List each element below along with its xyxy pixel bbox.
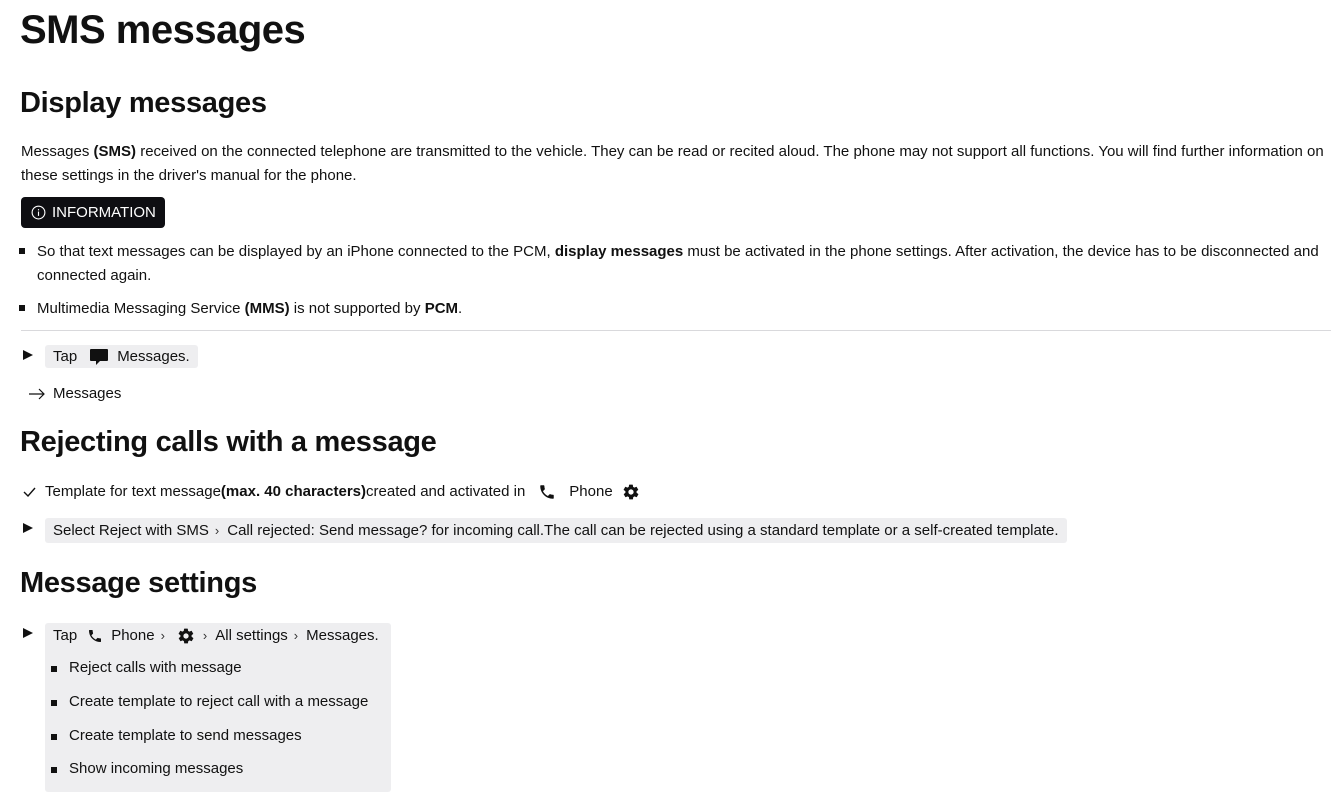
- text: .: [458, 300, 463, 317]
- page-title: SMS messages: [20, 8, 306, 52]
- instruction-step: [45, 345, 198, 368]
- arrow-right-icon: [28, 388, 46, 400]
- section-heading-message-settings: Message settings: [20, 567, 257, 599]
- list-item: Reject calls with message: [69, 659, 242, 676]
- bullet-marker: [51, 666, 57, 672]
- step-arrow-icon: [23, 628, 33, 638]
- chevron-right-icon: ›: [202, 628, 208, 643]
- messages-label[interactable]: Messages.: [306, 627, 379, 644]
- instruction-step: [45, 518, 1067, 543]
- list-item: Create template to send messages: [69, 727, 302, 744]
- text: So that text messages can be displayed by an iPhone connected to the PCM,: [37, 243, 555, 260]
- pcm-bold: PCM: [424, 300, 459, 317]
- bullet-marker: [51, 767, 57, 773]
- phone-icon[interactable]: [87, 628, 103, 644]
- display-messages-bold: display messages: [554, 243, 684, 260]
- bullet-marker: [19, 305, 25, 311]
- section-heading-rejecting-calls: Rejecting calls with a message: [20, 426, 437, 458]
- list-item: [37, 240, 1332, 288]
- step-arrow-icon: [23, 523, 33, 533]
- information-label: INFORMATION: [52, 204, 156, 221]
- tap-label: Tap: [53, 348, 78, 365]
- section-heading-display-messages: Display messages: [20, 87, 267, 119]
- text: connected again.: [37, 267, 152, 284]
- chevron-right-icon: ›: [160, 628, 165, 643]
- tap-label: Tap: [53, 627, 78, 644]
- chevron-right-icon: ›: [214, 523, 220, 538]
- settings-step-box: [45, 623, 391, 792]
- result-messages: Messages: [53, 385, 122, 402]
- list-item: Show incoming messages: [69, 760, 244, 777]
- step-arrow-icon: [23, 350, 33, 360]
- bullet-marker: [51, 700, 57, 706]
- settings-path: [53, 623, 379, 648]
- text: is not supported by: [289, 300, 425, 317]
- reject-with-sms-label[interactable]: Select Reject with SMS: [53, 522, 209, 539]
- text: Multimedia Messaging Service: [37, 300, 245, 317]
- result-line: [28, 382, 121, 406]
- information-badge: [21, 197, 165, 228]
- prerequisite-line: [23, 480, 640, 504]
- gear-icon[interactable]: [622, 483, 640, 501]
- chevron-right-icon: ›: [293, 628, 299, 643]
- text: these settings in the driver's manual for the phone.: [21, 167, 357, 184]
- call-rejected-text: Call rejected: Send message? for incoming call.The call can be rejected using a standard template or a self-created template.: [227, 522, 1059, 539]
- max-characters-bold: (max. 40 characters): [220, 483, 367, 500]
- text: created and activated in: [366, 483, 526, 500]
- all-settings-label[interactable]: All settings: [215, 627, 288, 644]
- checkmark-icon: [23, 487, 36, 497]
- phone-label[interactable]: Phone: [569, 483, 613, 500]
- gear-icon[interactable]: [177, 627, 195, 645]
- display-description: [21, 140, 1331, 188]
- text: Messages: [21, 143, 94, 160]
- divider: [21, 330, 1331, 331]
- mms-bold: (MMS): [244, 300, 290, 317]
- bullet-marker: [19, 248, 25, 254]
- text: must be activated in the phone settings. After activation, the device has to be disconnected and: [683, 243, 1319, 260]
- messages-link[interactable]: Messages.: [117, 348, 190, 365]
- text: received on the connected telephone are transmitted to the vehicle. They can be read or recited aloud. The phone may not support all functions. You will find further information on: [136, 143, 1324, 160]
- messages-icon[interactable]: [89, 348, 109, 366]
- list-item: Create template to reject call with a message: [69, 693, 369, 710]
- bullet-marker: [51, 734, 57, 740]
- phone-label[interactable]: Phone: [111, 627, 155, 644]
- phone-icon[interactable]: [538, 483, 556, 501]
- list-item: [37, 297, 462, 321]
- sms-bold: (SMS): [93, 143, 137, 160]
- info-icon: [31, 205, 46, 220]
- text: Template for text message: [45, 483, 221, 500]
